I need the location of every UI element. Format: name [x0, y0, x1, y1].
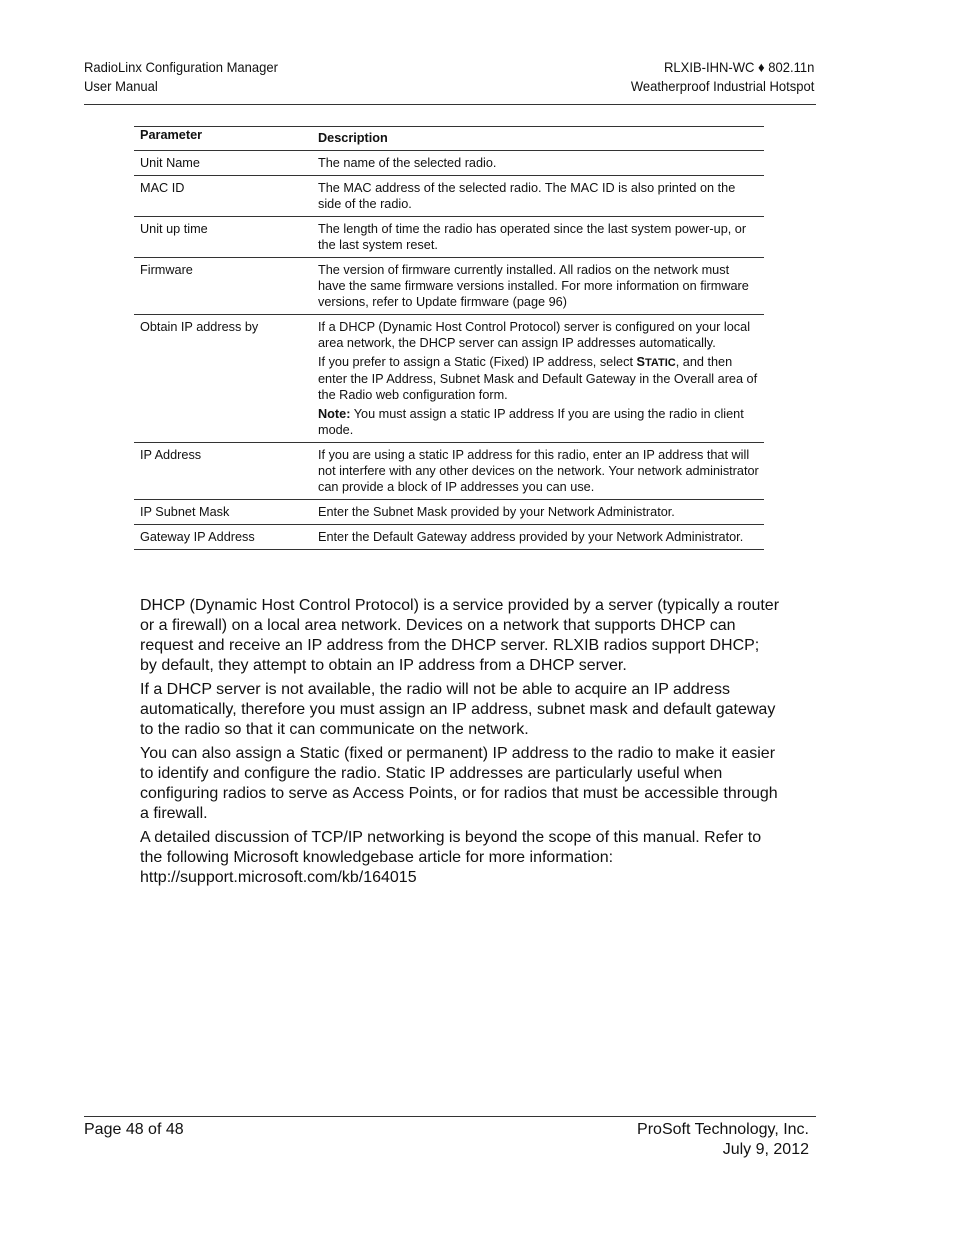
table-row	[134, 176, 764, 217]
table-row	[134, 151, 764, 176]
table-row	[134, 500, 764, 525]
desc-cell: The version of firmware currently installed. All radios on the network must have the same firmware versions installed. For more information on firmware versions, refer to Update firmware (page 96)	[318, 263, 749, 309]
note-paragraph	[318, 406, 760, 438]
doc-title: RadioLinx Configuration Manager	[84, 59, 278, 75]
body-paragraph: If a DHCP server is not available, the radio will not be able to acquire an IP address automatically, therefore you must assign an IP address, subnet mask and default gateway to the radio so that it can communicate on the network.	[140, 681, 776, 738]
column-header-description: Description	[318, 131, 388, 145]
table-row	[134, 525, 764, 550]
body-paragraph: You can also assign a Static (fixed or permanent) IP address to the radio to make it easier to identify and configure the radio. Static IP addresses are particularly useful when configuring radios to serve as Access Points, or for radios that must be accessible through a firewall.	[140, 745, 778, 822]
table-header-row	[134, 127, 764, 151]
product-model: RLXIB-IHN-WC ♦ 802.11n	[663, 59, 814, 75]
body-paragraph: DHCP (Dynamic Host Control Protocol) is a service provided by a server (typically a router or a firewall) on a local area network. Devices on a network that supports DHCP can request and receive an IP address from the DHCP server. RLXIB radios support DHCP; by default, they attempt to obtain an IP address from a DHCP server.	[140, 597, 780, 674]
header-right	[630, 58, 814, 96]
table-row	[134, 258, 764, 315]
static-keyword-initial: S	[636, 355, 645, 369]
desc-cell: Enter the Subnet Mask provided by your Network Administrator.	[318, 505, 675, 519]
footer-divider	[84, 1116, 816, 1117]
param-cell: MAC ID	[140, 181, 185, 195]
desc-cell	[312, 315, 764, 443]
desc-paragraph: If a DHCP (Dynamic Host Control Protocol) server is configured on your local area network, the DHCP server can assign IP addresses automatically.	[318, 320, 751, 350]
param-cell: Firmware	[140, 263, 193, 277]
param-cell: IP Address	[140, 448, 202, 462]
desc-text: If you prefer to assign a Static (Fixed) IP address, select	[318, 355, 637, 369]
desc-text: , and then enter the IP Address, Subnet Mask and Default Gateway in the Overall area of the Radio web configuration form.	[318, 355, 758, 402]
static-keyword-rest: TATIC	[644, 357, 676, 369]
desc-cell: If you are using a static IP address for this radio, enter an IP address that will not interfere with any other devices on the network. Your network administrator can provide a block of IP addresses you can use.	[318, 448, 759, 494]
parameter-table	[134, 126, 764, 550]
desc-cell: The MAC address of the selected radio. The MAC ID is also printed on the side of the radio.	[318, 181, 736, 211]
desc-cell: The length of time the radio has operated since the last system power-up, or the last system reset.	[318, 222, 747, 252]
table-row	[134, 315, 764, 443]
table-row	[134, 217, 764, 258]
body-text	[140, 596, 780, 892]
page-number: Page 48 of 48	[84, 1121, 184, 1138]
header-divider	[84, 104, 816, 105]
desc-cell: Enter the Default Gateway address provided by your Network Administrator.	[318, 530, 744, 544]
param-cell: Unit up time	[140, 222, 208, 236]
note-text: You must assign a static IP address If you are using the radio in client mode.	[318, 407, 744, 437]
param-cell: Unit Name	[140, 156, 200, 170]
footer-right	[637, 1120, 809, 1160]
column-header-parameter: Parameter	[140, 128, 203, 142]
desc-paragraph	[318, 354, 760, 403]
desc-cell: The name of the selected radio.	[318, 156, 497, 170]
publication-date: July 9, 2012	[722, 1141, 809, 1158]
param-cell: Gateway IP Address	[140, 530, 255, 544]
doc-subtitle: User Manual	[84, 78, 158, 94]
company-name: ProSoft Technology, Inc.	[637, 1121, 809, 1138]
note-label: Note:	[318, 407, 351, 421]
table-row	[134, 443, 764, 500]
param-cell: IP Subnet Mask	[140, 505, 230, 519]
param-cell: Obtain IP address by	[140, 320, 259, 334]
body-paragraph: A detailed discussion of TCP/IP networking is beyond the scope of this manual. Refer to the following Microsoft knowledgebase article for more information: http://support.microsoft.com/kb/164015	[140, 829, 762, 886]
header-left	[84, 58, 278, 96]
product-name: Weatherproof Industrial Hotspot	[630, 78, 814, 94]
